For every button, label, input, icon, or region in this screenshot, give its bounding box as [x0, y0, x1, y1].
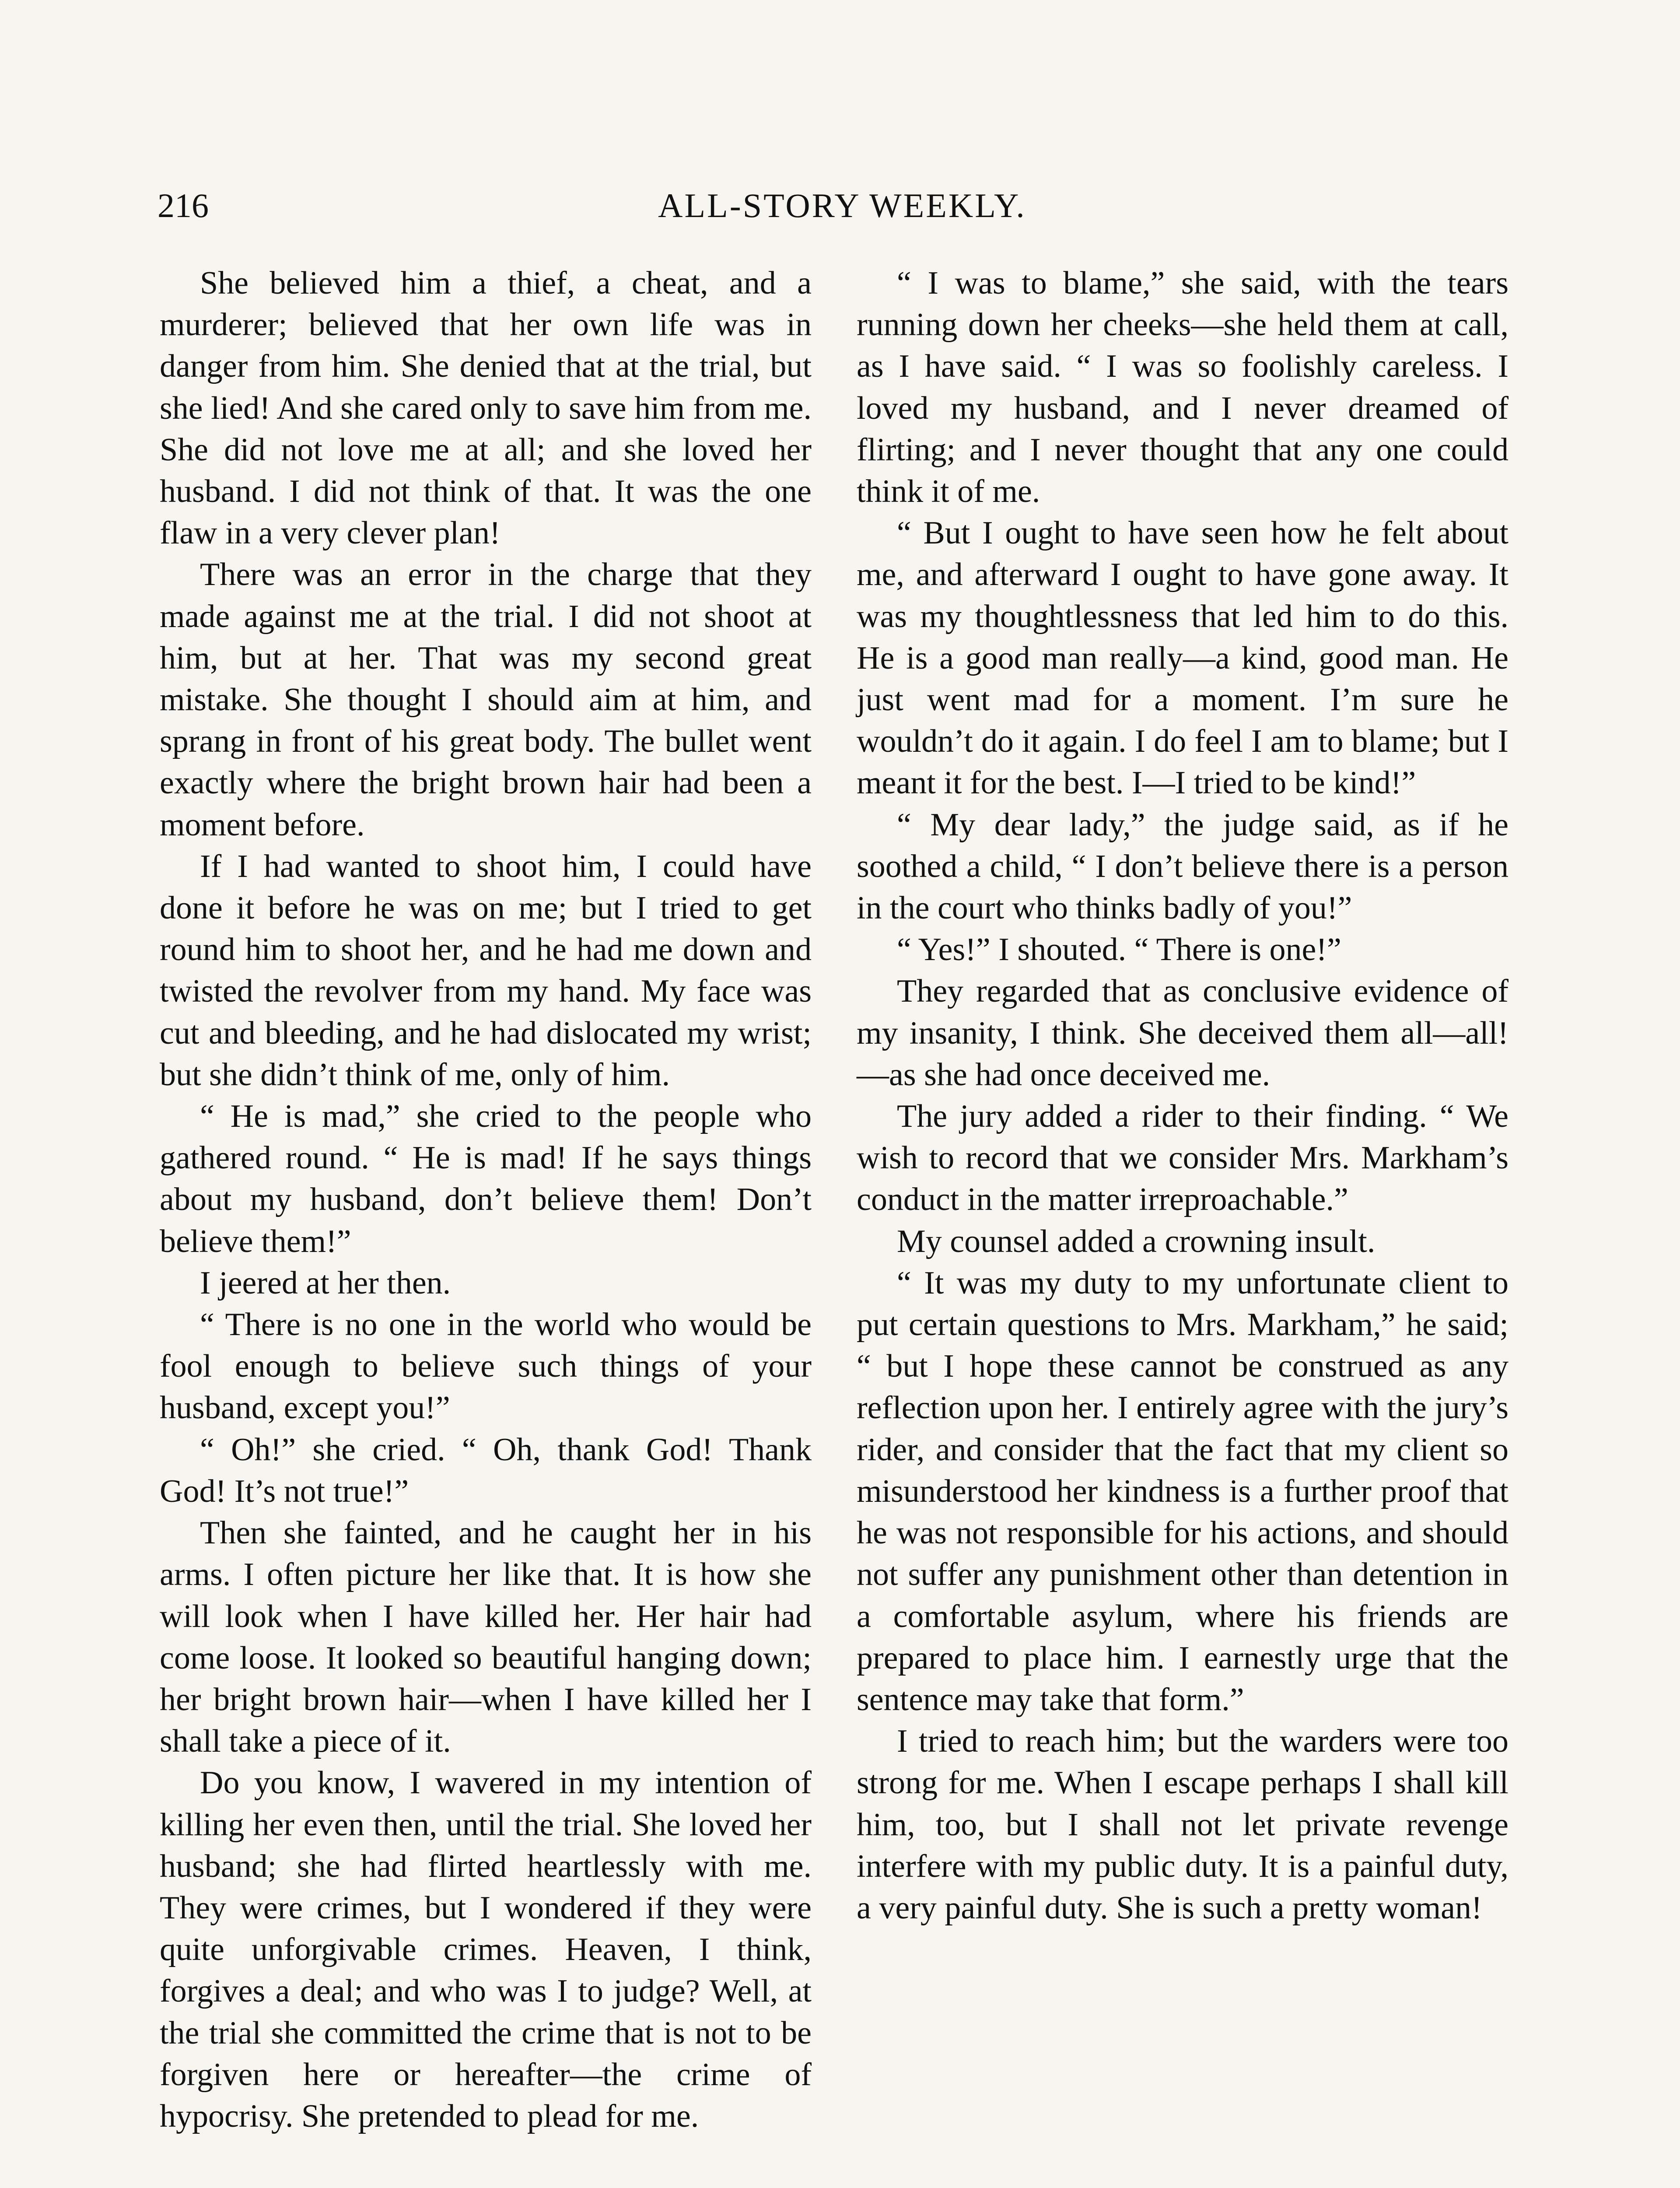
paragraph: Then she fainted, and he caught her in his arms. I often picture her like that. It is how she will look when I have killed her. Her hair had come loose. It looked so beautiful hanging down; her bright brown hair—when I have killed her I shall take a piece of it.	[160, 1515, 812, 1760]
page-header	[158, 175, 1527, 236]
paragraph: “ There is no one in the world who would be fool enough to believe such things of your husband, except you!”	[160, 1307, 812, 1426]
paragraph: My counsel added a crowning insult.	[897, 1223, 1376, 1259]
paragraph: “ It was my duty to my unfortunate client to put certain questions to Mrs. Markham,” he said; “ but I hope these cannot be construed as any reflection upon her. I entirely agree with the jury’s rider, and consider that the fact that my client so misunderstood her kindness is a further proof that he was not responsible for his actions, and should not suffer any punishment other than detention in a comfortable asylum, where his friends are prepared to place him. I earnestly urge that the sentence may take that form.”	[857, 1265, 1508, 1718]
paragraph: “ I was to blame,” she said, with the tears running down her cheeks—she held them at call, as I have said. “ I was so foolishly careless. I loved my husband, and I never dreamed of flirting; and I never thought that any one could think it of me.	[857, 265, 1508, 510]
left-column	[160, 263, 812, 2137]
paragraph: She believed him a thief, a cheat, and a murderer; believed that her own life was in danger from him. She denied that at the trial, but she lied! And she cared only to save him from me. She did not love me at all; and she loved her husband. I did not think of that. It was the one flaw in a very clever plan!	[160, 265, 812, 551]
paragraph: “ Oh!” she cried. “ Oh, thank God! Thank God! It’s not true!”	[160, 1431, 812, 1509]
paragraph: There was an error in the charge that they made against me at the trial. I did not shoot at him, but at her. That was my second great mistake. She thought I should aim at him, and sprang in front of his great body. The bullet went exactly where the bright brown hair had been a moment before.	[160, 557, 812, 843]
paragraph: I tried to reach him; but the warders were too strong for me. When I escape perhaps I shall kill him, too, but I shall not let private revenge interfere with my public duty. It is a painful duty, a very painful duty. She is such a pretty woman!	[857, 1723, 1508, 1926]
paragraph: “ Yes!” I shouted. “ There is one!”	[897, 932, 1341, 968]
paragraph: Do you know, I wavered in my intention of killing her even then, until the trial. She loved her husband; she had flirted heartlessly with me. They were crimes, but I wondered if they were quite unforgivable crimes. Heaven, I think, forgives a deal; and who was I to judge? Well, at the trial she committed the crime that is not to be forgiven here or hereafter—the crime of hypocrisy. She pretended to plead for me.	[160, 1765, 812, 2134]
paragraph: They regarded that as conclusive evidence of my insanity, I think. She deceived them all—all!—as she had once deceived me.	[857, 973, 1508, 1093]
page-number: 216	[158, 186, 209, 224]
paragraph: “ My dear lady,” the judge said, as if he soothed a child, “ I don’t believe there is a person in the court who thinks badly of you!”	[857, 806, 1508, 926]
paragraph: “ He is mad,” she cried to the people who gathered round. “ He is mad! If he says things about my husband, don’t believe them! Don’t believe them!”	[160, 1098, 812, 1259]
paragraph: If I had wanted to shoot him, I could have done it before he was on me; but I tried to get round him to shoot her, and he had me down and twisted the revolver from my hand. My face was cut and bleeding, and he had dislocated my wrist; but she didn’t think of me, only of him.	[160, 848, 812, 1093]
paragraph: I jeered at her then.	[200, 1265, 451, 1301]
running-title: ALL-STORY WEEKLY.	[658, 186, 1026, 224]
paragraph: The jury added a rider to their finding. “ We wish to record that we consider Mrs. Markham’s conduct in the matter irreproachable.”	[857, 1098, 1508, 1218]
paragraph: “ But I ought to have seen how he felt about me, and afterward I ought to have gone away. It was my thoughtlessness that led him to do this. He is a good man really—a kind, good man. He just went mad for a moment. I’m sure he wouldn’t do it again. I do feel I am to blame; but I meant it for the best. I—I tried to be kind!”	[857, 515, 1508, 801]
right-column	[857, 263, 1508, 1929]
